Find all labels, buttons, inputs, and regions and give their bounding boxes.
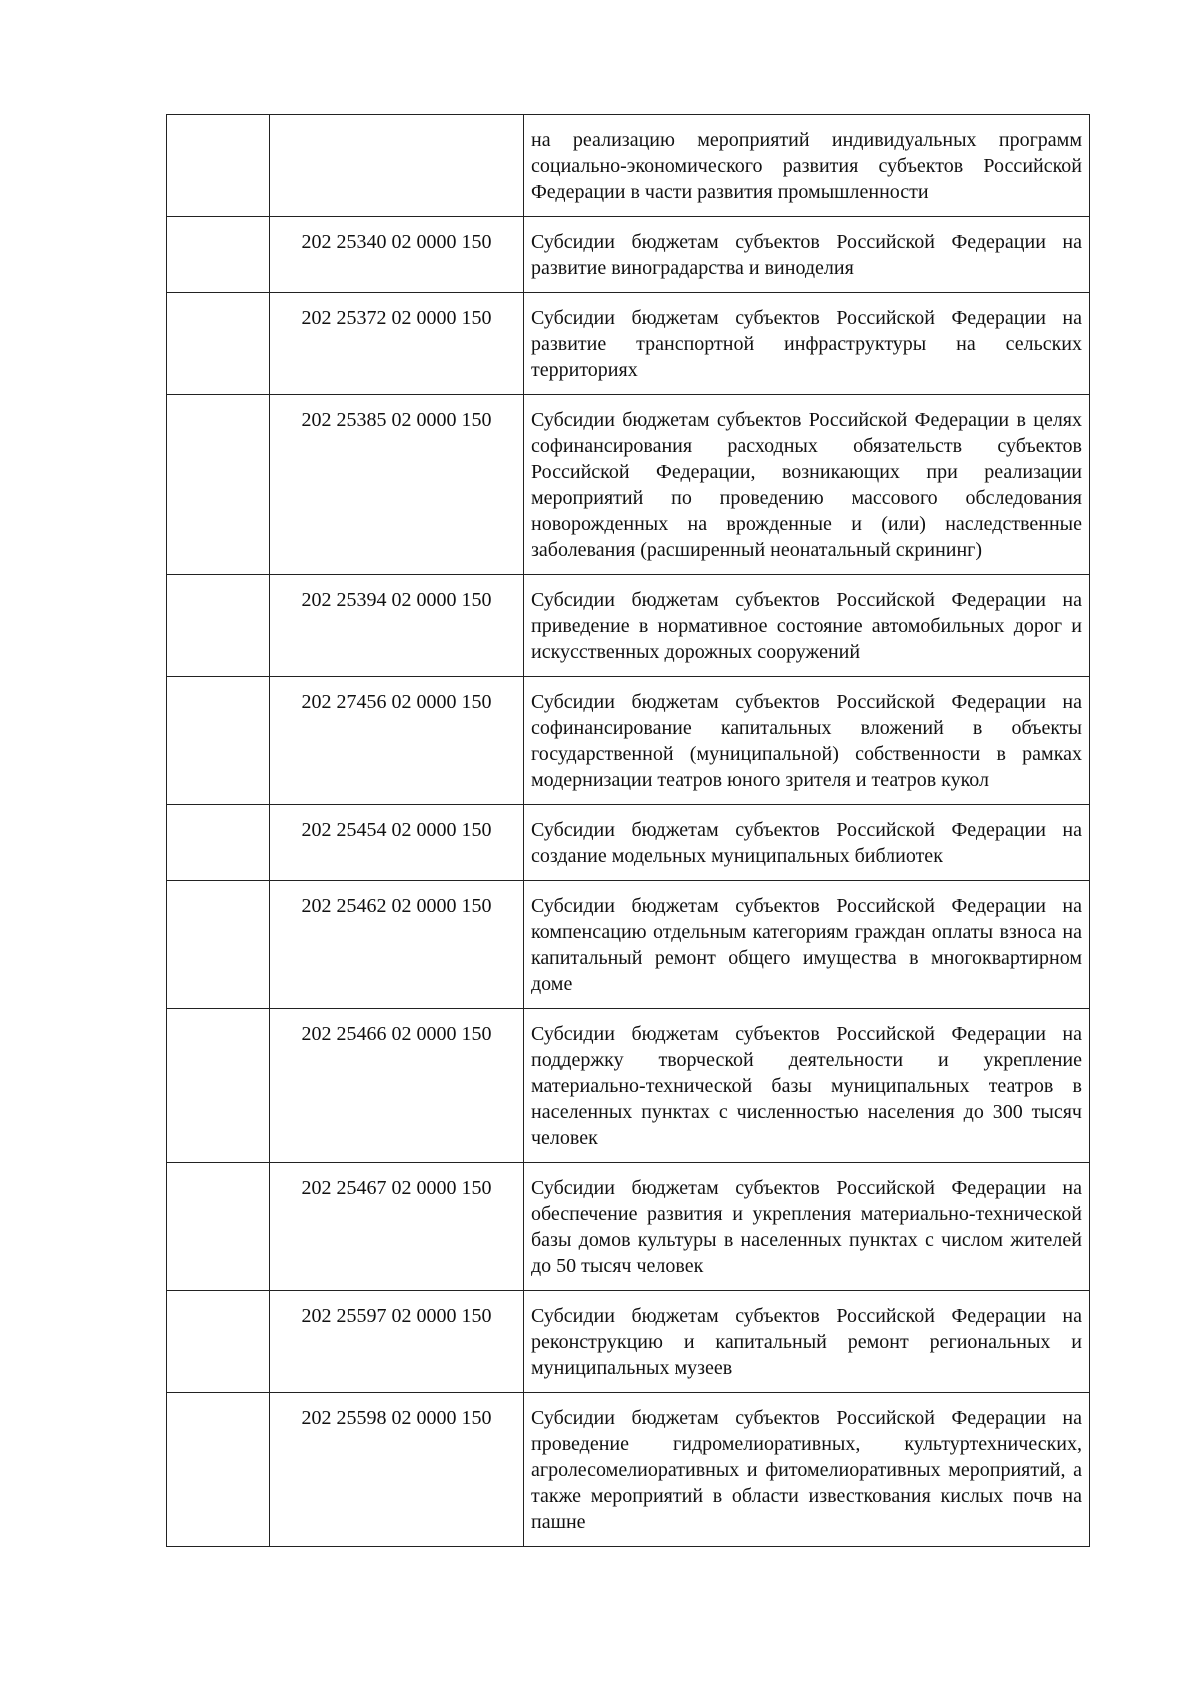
row-number-cell	[167, 395, 270, 575]
budget-code-cell: 202 25597 02 0000 150	[270, 1291, 524, 1393]
row-number-cell	[167, 1393, 270, 1547]
row-number-cell	[167, 1163, 270, 1291]
description-cell: Субсидии бюджетам субъектов Российской Федерации на развитие транспортной инфраструктуры на сельских территориях	[524, 293, 1090, 395]
table-row	[167, 1291, 1090, 1393]
table-row	[167, 881, 1090, 1009]
budget-code-cell: 202 25372 02 0000 150	[270, 293, 524, 395]
description-cell: Субсидии бюджетам субъектов Российской Федерации на софинансирование капитальных вложений в объекты государственной (муниципальной) собственности в рамках модернизации театров юного зрителя и театров кукол	[524, 677, 1090, 805]
table-row	[167, 1009, 1090, 1163]
budget-code-cell: 202 25394 02 0000 150	[270, 575, 524, 677]
table-row	[167, 677, 1090, 805]
budget-code-cell: 202 25598 02 0000 150	[270, 1393, 524, 1547]
budget-code-cell: 202 25454 02 0000 150	[270, 805, 524, 881]
description-cell: Субсидии бюджетам субъектов Российской Федерации на компенсацию отдельным категориям граждан оплаты взноса на капитальный ремонт общего имущества в многоквартирном доме	[524, 881, 1090, 1009]
table-row	[167, 217, 1090, 293]
row-number-cell	[167, 805, 270, 881]
description-cell: Субсидии бюджетам субъектов Российской Федерации на обеспечение развития и укрепления материально-технической базы домов культуры в населенных пунктах с числом жителей до 50 тысяч человек	[524, 1163, 1090, 1291]
table-row	[167, 805, 1090, 881]
row-number-cell	[167, 1291, 270, 1393]
description-cell: на реализацию мероприятий индивидуальных программ социально-экономического развития субъектов Российской Федерации в части развития промышленности	[524, 115, 1090, 217]
row-number-cell	[167, 217, 270, 293]
table-row	[167, 395, 1090, 575]
description-cell: Субсидии бюджетам субъектов Российской Федерации на приведение в нормативное состояние автомобильных дорог и искусственных дорожных сооружений	[524, 575, 1090, 677]
row-number-cell	[167, 677, 270, 805]
budget-code-cell: 202 27456 02 0000 150	[270, 677, 524, 805]
row-number-cell	[167, 881, 270, 1009]
description-cell: Субсидии бюджетам субъектов Российской Федерации в целях софинансирования расходных обязательств субъектов Российской Федерации, возникающих при реализации мероприятий по проведению массового обследования новорожденных на врожденные и (или) наследственные заболевания (расширенный неонатальный скрининг)	[524, 395, 1090, 575]
row-number-cell	[167, 293, 270, 395]
description-cell: Субсидии бюджетам субъектов Российской Федерации на создание модельных муниципальных библиотек	[524, 805, 1090, 881]
table-row	[167, 293, 1090, 395]
description-cell: Субсидии бюджетам субъектов Российской Федерации на проведение гидромелиоративных, культуртехнических, агролесомелиоративных и фитомелиоративных мероприятий, а также мероприятий в области известкования кислых почв на пашне	[524, 1393, 1090, 1547]
table-row	[167, 1163, 1090, 1291]
budget-code-cell: 202 25462 02 0000 150	[270, 881, 524, 1009]
description-cell: Субсидии бюджетам субъектов Российской Федерации на развитие виноградарства и виноделия	[524, 217, 1090, 293]
description-cell: Субсидии бюджетам субъектов Российской Федерации на поддержку творческой деятельности и укрепление материально-технической базы муниципальных театров в населенных пунктах с численностью населения до 300 тысяч человек	[524, 1009, 1090, 1163]
table-row	[167, 115, 1090, 217]
row-number-cell	[167, 115, 270, 217]
row-number-cell	[167, 1009, 270, 1163]
table-row	[167, 575, 1090, 677]
row-number-cell	[167, 575, 270, 677]
budget-code-cell	[270, 115, 524, 217]
description-cell: Субсидии бюджетам субъектов Российской Федерации на реконструкцию и капитальный ремонт региональных и муниципальных музеев	[524, 1291, 1090, 1393]
table-row	[167, 1393, 1090, 1547]
budget-code-table	[166, 114, 1090, 1547]
budget-code-cell: 202 25340 02 0000 150	[270, 217, 524, 293]
table-body	[167, 115, 1090, 1547]
budget-code-cell: 202 25467 02 0000 150	[270, 1163, 524, 1291]
budget-code-cell: 202 25385 02 0000 150	[270, 395, 524, 575]
budget-code-cell: 202 25466 02 0000 150	[270, 1009, 524, 1163]
